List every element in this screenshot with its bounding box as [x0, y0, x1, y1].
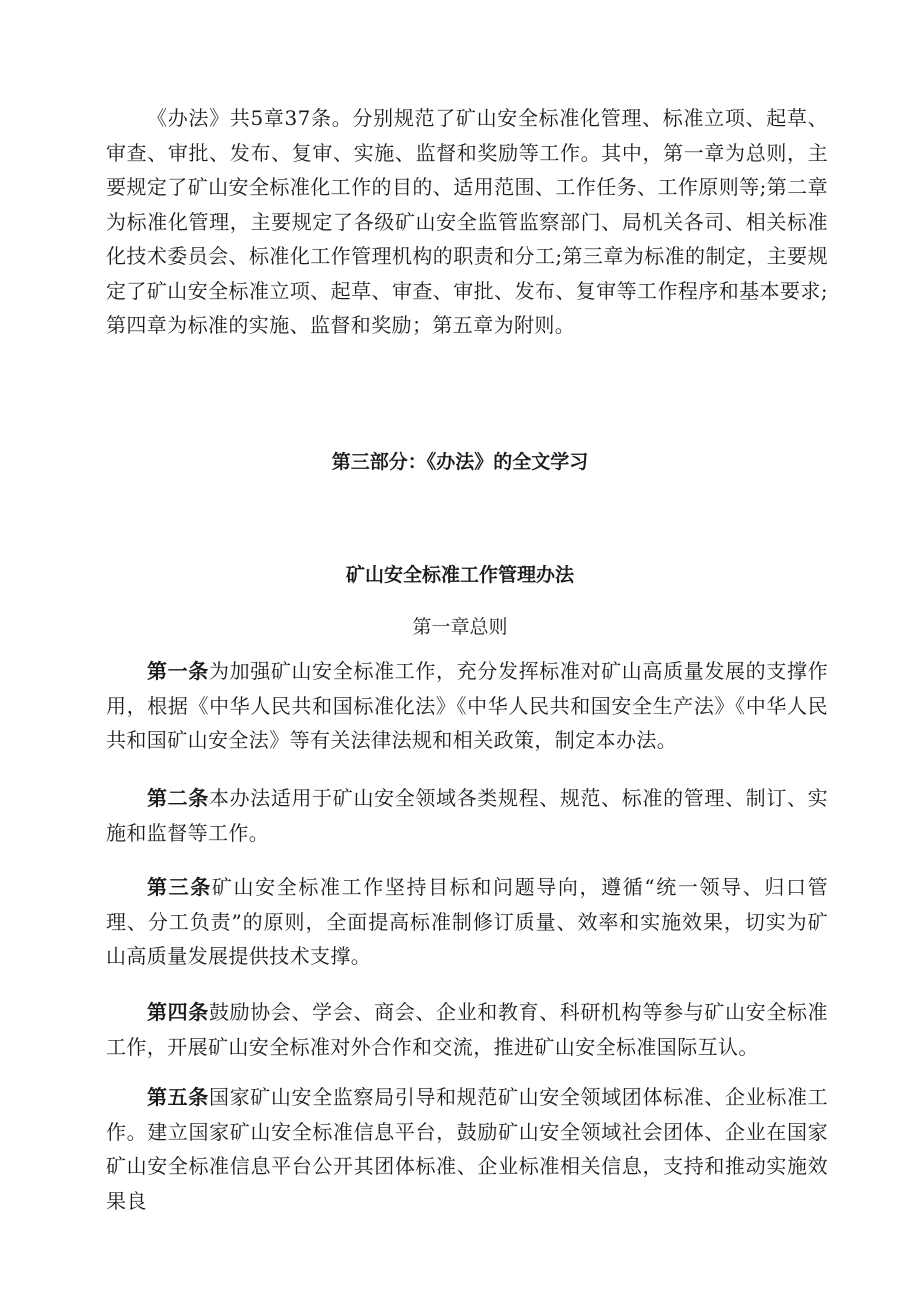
article-label: 第二条: [147, 786, 209, 810]
article-text: 矿山安全标准工作坚持目标和问题导向，遵循“统一领导、归口管理、分工负责”的原则，全面提高标准制修订质量、效率和实施效果，切实为矿山高质量发展提供技术支撑。: [106, 875, 828, 968]
article-label: 第五条: [147, 1085, 209, 1109]
section-heading: 第三部分：《办法》的全文学习: [331, 451, 589, 473]
article-label: 第三条: [147, 875, 212, 899]
article-text: 国家矿山安全监察局引导和规范矿山安全领域团体标准、企业标准工作。建立国家矿山安全标准信息平台，鼓励矿山安全领域社会团体、企业在国家矿山安全标准信息平台公开其团体标准、企业标准相关信息，支持和推动实施效果良: [106, 1085, 829, 1213]
article-label: 第四条: [147, 1000, 209, 1024]
article-label: 第一条: [147, 659, 209, 683]
document-title: 矿山安全标准工作管理办法: [345, 564, 574, 586]
article-text: 为加强矿山安全标准工作，充分发挥标准对矿山高质量发展的支撑作用，根据《中华人民共和国标准化法》《中华人民共和国安全生产法》《中华人民共和国矿山安全法》等有关法律法规和相关政策，制定本办法。: [106, 659, 829, 752]
article-paragraph: [106, 995, 828, 1064]
article-paragraph: [106, 1080, 828, 1218]
article-text: 本办法适用于矿山安全领域各类规程、规范、标准的管理、制订、实施和监督等工作。: [106, 786, 829, 845]
article-paragraph: [106, 654, 828, 758]
chapter-title: 第一章总则: [412, 616, 508, 638]
intro-paragraph: 《办法》共5章37条。分别规范了矿山安全标准化管理、标准立项、起草、审查、审批、发布、复审、实施、监督和奖励等工作。其中，第一章为总则，主要规定了矿山安全标准化工作的目的、适用范围、工作任务、工作原则等;第二章为标准化管理，主要规定了各级矿山安全监管监察部门、局机关各司、相关标准化技术委员会、标准化工作管理机构的职责和分工;第三章为标准的制定，主要规定了矿山安全标准立项、起草、审查、审批、发布、复审等工作程序和基本要求;第四章为标准的实施、监督和奖励；第五章为附则。: [106, 106, 828, 337]
article-paragraph: [106, 870, 828, 974]
article-paragraph: [106, 781, 828, 850]
article-text: 鼓励协会、学会、商会、企业和教育、科研机构等参与矿山安全标准工作，开展矿山安全标准对外合作和交流，推进矿山安全标准国际互认。: [106, 1000, 829, 1059]
